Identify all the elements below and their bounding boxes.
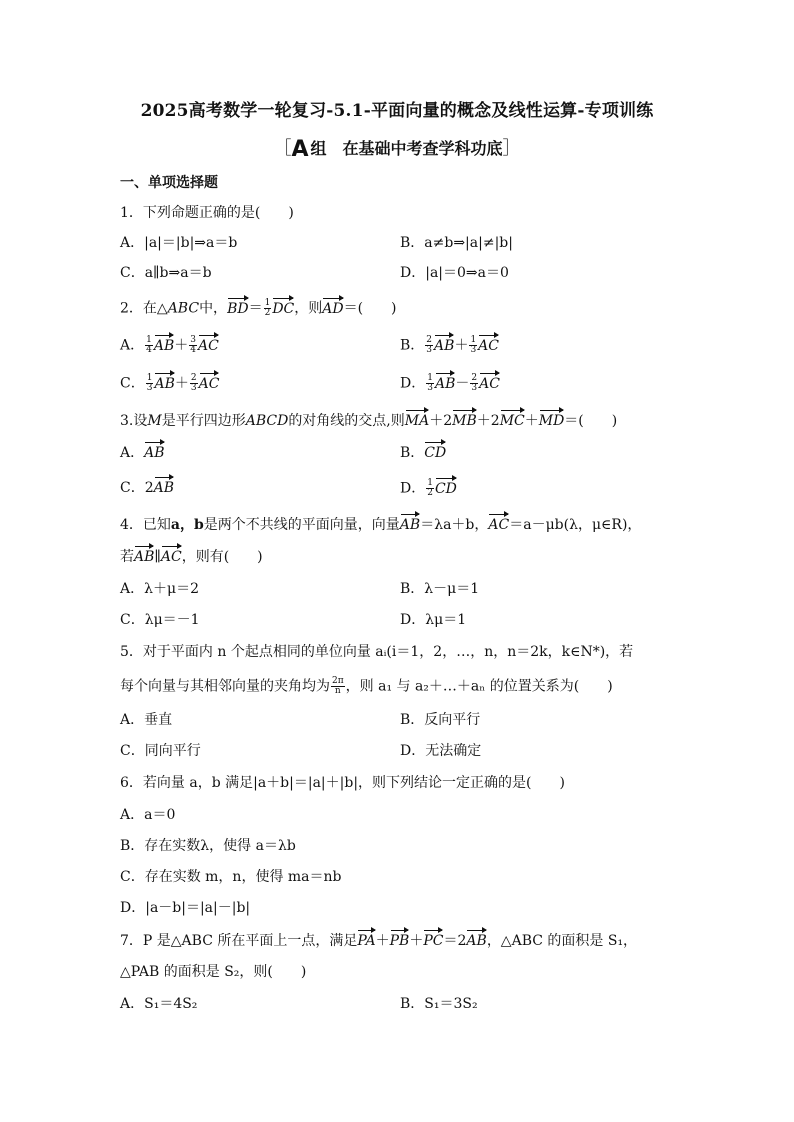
group-subtitle [0,134,794,162]
q7-option-b: B．S₁＝3S₂ [400,996,478,1012]
section-heading: 一、单项选择题 [120,175,218,191]
q5-option-c: C．同向平行 [120,743,201,759]
vec-dc: DC [272,300,295,317]
q7-stem-line1: 7．P 是△ABC 所在平面上一点，满足PA＋PB＋PC＝2AB，△ABC 的面积是 S₁， [120,933,638,949]
q2-option-a: A． $\frac{1}{4}$ AB＋ $\frac{3}{4}$ AC [120,335,219,355]
bracket-right: ］ [502,138,521,159]
q2-stem: 2．在△ABC中，BD＝ $\frac{1}{2}$ DC，则AD＝( ) [120,298,397,318]
q1-option-d: D．|a|＝0⇒a＝0 [400,265,509,281]
q5-stem-line2: 每个向量与其相邻向量的夹角均为 $\frac{2\pi}{n}$ ，则 a₁ 与 a₂＋…＋aₙ 的位置关系为( ) [120,676,613,696]
q5-option-d: D．无法确定 [400,743,482,759]
q3-stem: 3.设M是平行四边形ABCD的对角线的交点,则MA＋2MB＋2MC＋MD＝( ) [120,413,618,429]
q4-stem-line1: 4．已知a，b是两个不共线的平面向量，向量AB＝λa＋b，AC＝a－μb(λ，μ∈R)， [120,517,642,533]
q1-option-a: A．|a|＝|b|⇒a＝b [120,235,238,251]
q5-stem-line1: 5．对于平面内 n 个起点相同的单位向量 aᵢ(i＝1，2，…，n，n＝2k，k∈N*)，若 [120,644,634,660]
q4-option-d: D．λμ＝1 [400,612,467,628]
document-title: 2025高考数学一轮复习-5.1-平面向量的概念及线性运算-专项训练 [140,101,654,121]
q4-option-a: A．λ＋μ＝2 [120,581,199,597]
q1-option-b: B．a≠b⇒|a|≠|b| [400,235,513,251]
group-badge: A [291,137,309,162]
q6-option-c: C．存在实数 m，n，使得 ma＝nb [120,869,342,885]
q6-option-b: B．存在实数λ，使得 a＝λb [120,838,296,854]
q5-option-a: A．垂直 [120,712,173,728]
q7-option-a: A．S₁＝4S₂ [120,996,198,1012]
q3-option-c: C．2AB [120,480,175,496]
q1-stem: 1．下列命题正确的是( ) [120,205,294,221]
q4-stem-line2: 若AB∥AC，则有( ) [120,549,263,565]
q6-option-d: D．|a－b|＝|a|－|b| [120,900,251,916]
q2-option-d: D． $\frac{1}{3}$ AB－ $\frac{2}{3}$ AC [400,373,500,393]
q3-option-b: B．CD [400,445,447,461]
q5-option-b: B．反向平行 [400,712,481,728]
q4-option-c: C．λμ＝－1 [120,612,200,628]
vec-ad: AD [322,300,344,317]
q2-option-c: C． $\frac{1}{3}$ AB＋ $\frac{2}{3}$ AC [120,373,220,393]
q4-option-b: B．λ－μ＝1 [400,581,480,597]
group-text: 组 在基础中考查学科功底 [310,139,503,158]
q3-option-d: D． $\frac{1}{2}$ CD [400,478,457,498]
q2-option-b: B． $\frac{2}{3}$ AB＋ $\frac{1}{3}$ AC [400,335,499,355]
q6-stem: 6．若向量 a，b 满足|a＋b|＝|a|＋|b|，则下列结论一定正确的是( ) [120,775,565,791]
bracket-left: ［ [273,138,292,159]
q1-option-c: C．a∥b⇒a＝b [120,265,212,281]
q7-stem-line2: △PAB 的面积是 S₂，则( ) [120,964,307,980]
q6-option-a: A．a＝0 [120,807,176,823]
vec-bd: BD [227,300,249,317]
q3-option-a: A．AB [120,445,165,461]
